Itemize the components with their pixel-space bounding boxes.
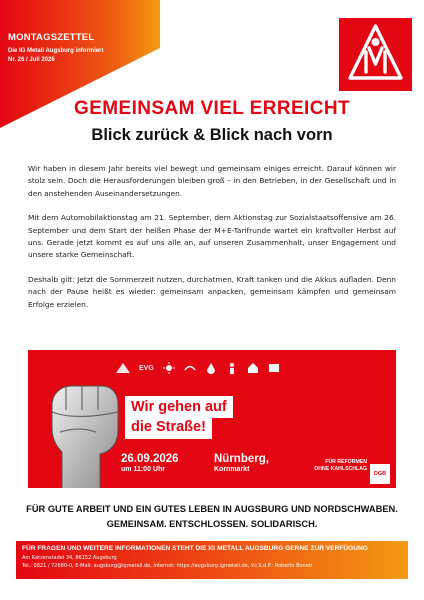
reform-line-1: FÜR REFORMEN [325, 459, 367, 465]
event-time: um 11:00 Uhr [121, 466, 165, 473]
footer-heading: FÜR FRAGEN UND WEITERE INFORMATIONEN STEHT DIE IG METALL AUGSBURG GERNE ZUR VERFÜGUNG [22, 545, 368, 552]
slogan-line-2: die Straße! [131, 419, 206, 435]
paragraph-1: Wir haben in diesem Jahr bereits viel bewegt und gemeinsam einiges erreicht. Darauf können wir stolz sein. Doch die Herausforderungen bleiben groß – in den Betrieben, in der Gesellschaft und in den anstehenden Auseinandersetzungen. [28, 164, 396, 198]
paragraph-2: Mit dem Automobilaktionstag am 21. September, dem Aktionstag zur Sozialstaatsoffensive am 26. September und dem Start der heißen Phase der M+E-Tarifrunde wartet ein kraftvoller Herbst auf uns. Gerade jetzt kommt es auf uns alle an, auf unseren Zusammenhalt, unser Engagement und unsere starke Gemeinschaft. [28, 213, 396, 260]
claim-line-2: GEMEINSAM. ENTSCHLOSSEN. SOLIDARISCH. [106, 519, 318, 529]
slogan-line-1: Wir gehen auf [131, 399, 227, 415]
ig-metall-logo [339, 18, 412, 91]
event-date-value: 26.09.2026 [121, 453, 179, 465]
footer-address: Am Katzenstadel 34, 86152 Augsburg [22, 555, 117, 561]
headline: GEMEINSAM VIEL ERREICHT [74, 98, 350, 119]
corner-subtitle-1: Die IG Metall Augsburg informiert [8, 48, 104, 54]
claim [0, 502, 424, 532]
drop-logo-icon [205, 362, 217, 374]
subheadline: Blick zurück & Blick nach vorn [91, 126, 333, 144]
body-text [28, 163, 396, 323]
footer-contact [16, 541, 408, 579]
paragraph-3: Deshalb gilt: Jetzt die Sommerzeit nutzen, durchatmen, Kraft tanken und die Akkus aufladen. Denn nach der Pause heißt es wieder: gemeinsam anpacken, gemeinsam kämpfen und gemeinsam Erfolge erzielen. [28, 274, 396, 309]
raised-fist-icon [38, 372, 124, 488]
event-date [121, 453, 179, 474]
reform-line-2: OHNE KAHLSCHLAG [314, 465, 367, 472]
footer-contact-line: Tel.: 0821 / 72680-0, E-Mail: augsburg@igmetall.de, Internet: https://augsburg.igmetall.de, V.i.S.d.P.: Roberto Boneti [22, 562, 313, 569]
house-logo-icon [247, 362, 259, 374]
event-location: Kornmarkt [214, 466, 250, 473]
partner-logos [116, 362, 280, 374]
corner-subtitle-2: Nr. 26 / Juli 2026 [8, 57, 55, 63]
claim-line-1: FÜR GUTE ARBEIT UND EIN GUTES LEBEN IN AUGSBURG UND NORDSCHWABEN. [26, 504, 398, 514]
slogan-box-2 [125, 417, 212, 439]
dgb-logo: DGB [370, 464, 390, 484]
slogan-box-1 [125, 396, 233, 418]
corner-title: MONTAGSZETTEL [8, 32, 95, 43]
wave-logo-icon [184, 362, 196, 374]
flag-logo-icon [268, 362, 280, 374]
event-city: Nürnberg, [214, 453, 269, 465]
reform-label [295, 459, 367, 472]
figure-logo-icon [226, 362, 238, 374]
event-banner [28, 350, 396, 488]
evg-logo: EVG [139, 364, 154, 372]
sun-logo-icon [163, 362, 175, 374]
event-place [214, 453, 269, 474]
